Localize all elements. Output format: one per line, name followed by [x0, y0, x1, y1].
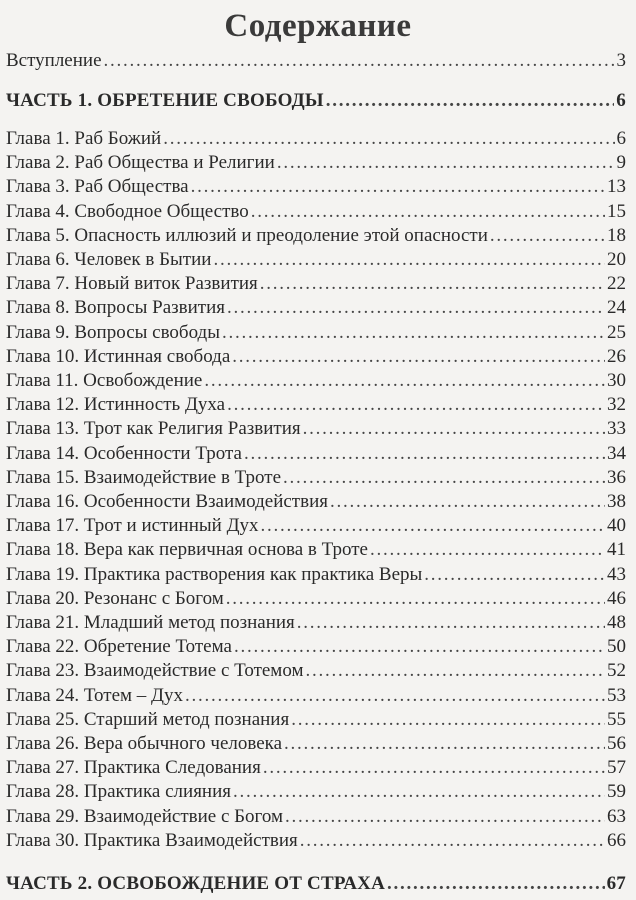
- dot-leader: [330, 490, 605, 514]
- dot-leader: [251, 200, 605, 224]
- toc-entry-label: Глава 9. Вопросы свободы: [6, 321, 220, 343]
- toc-entry-label: Глава 23. Взаимодействие с Тотемом: [6, 660, 304, 682]
- toc-chapter-entry[interactable]: [6, 780, 626, 804]
- toc-chapter-entry[interactable]: [6, 417, 626, 441]
- toc-part-page: 67: [606, 873, 626, 894]
- toc-chapter-entry[interactable]: [6, 127, 626, 151]
- toc-entry-label: Глава 2. Раб Общества и Религии: [6, 152, 275, 174]
- toc-entry-page: 20: [607, 249, 626, 270]
- toc-chapter-entry[interactable]: [6, 369, 626, 393]
- toc-part-label: ЧАСТЬ 2. ОСВОБОЖДЕНИЕ ОТ СТРАХА: [6, 873, 385, 894]
- toc-entry-label: Глава 13. Трот как Религия Развития: [6, 418, 301, 440]
- toc-entry-label: Глава 21. Младший метод познания: [6, 612, 295, 633]
- toc-entry-label: Глава 11. Освобождение: [6, 370, 203, 391]
- toc-entry-label: Глава 7. Новый виток Развития: [6, 273, 258, 295]
- toc-entry-label: Глава 3. Раб Общества: [6, 176, 189, 198]
- toc-entry-page: 22: [607, 273, 626, 295]
- toc-part-label: ЧАСТЬ 1. ОБРЕТЕНИЕ СВОБОДЫ: [6, 90, 324, 111]
- toc-entry-label: Глава 18. Вера как первичная основа в Троте: [6, 539, 368, 561]
- dot-leader: [227, 296, 605, 320]
- toc-chapter-entry[interactable]: [6, 466, 626, 490]
- toc-entry-label: Глава 5. Опасность иллюзий и преодоление этой опасности: [6, 224, 488, 246]
- toc-entry-page: 13: [607, 176, 626, 198]
- dot-leader: [306, 659, 606, 683]
- toc-entry-label: Глава 8. Вопросы Развития: [6, 297, 225, 319]
- toc-entry-page: 40: [607, 515, 626, 537]
- toc-chapter-entry[interactable]: [6, 345, 626, 369]
- toc-entry-label: Глава 1. Раб Божий: [6, 128, 162, 149]
- toc-entry-label: Глава 30. Практика Взаимодействия: [6, 829, 298, 851]
- toc-entry-page: 3: [616, 50, 626, 71]
- toc-chapter-entry[interactable]: [6, 708, 626, 732]
- toc-entry-page: 63: [607, 805, 626, 827]
- dot-leader: [222, 321, 605, 345]
- dot-leader: [285, 805, 605, 829]
- toc-entry-page: 52: [607, 660, 626, 682]
- dot-leader: [234, 635, 605, 659]
- toc-entry-page: 55: [607, 708, 626, 730]
- dot-leader: [370, 538, 605, 562]
- toc-entry-page: 26: [607, 345, 626, 367]
- toc-part-2[interactable]: [6, 872, 626, 896]
- toc-part-1[interactable]: [6, 89, 626, 113]
- toc-chapter-entry[interactable]: [6, 442, 626, 466]
- toc-entry-label: Глава 17. Трот и истинный Дух: [6, 515, 259, 537]
- toc-entry-label: Глава 14. Особенности Трота: [6, 442, 242, 464]
- toc-entry-page: 34: [607, 442, 626, 464]
- toc-entry-page: 25: [607, 321, 626, 343]
- toc-entry-page: 15: [607, 200, 626, 222]
- toc-entry-label: Глава 20. Резонанс с Богом: [6, 587, 224, 609]
- dot-leader: [261, 514, 605, 538]
- dot-leader: [277, 151, 615, 175]
- toc-entry-page: 53: [607, 684, 626, 706]
- toc-entry-page: 38: [607, 491, 626, 512]
- toc-entry-label: Глава 4. Свободное Общество: [6, 200, 249, 222]
- toc-entry-page: 18: [607, 224, 626, 246]
- toc-entry-label: Глава 15. Взаимодействие в Троте: [6, 466, 282, 488]
- toc-entry-label: Глава 27. Практика Следования: [6, 757, 261, 779]
- toc-chapter-entry[interactable]: [6, 272, 626, 296]
- toc-chapter-entry[interactable]: [6, 732, 626, 756]
- toc-chapter-entry[interactable]: [6, 684, 626, 708]
- dot-leader: [232, 345, 605, 369]
- toc-entry-page: 9: [616, 152, 626, 174]
- toc-entry-label: Глава 28. Практика слияния: [6, 781, 232, 803]
- toc-entry-page: 57: [607, 757, 626, 779]
- toc-entry-page: 41: [607, 539, 626, 561]
- toc-chapter-entry[interactable]: [6, 756, 626, 780]
- dot-leader: [191, 175, 605, 199]
- toc-entry-page: 59: [607, 781, 626, 803]
- toc-chapter-entry[interactable]: [6, 611, 626, 635]
- toc-entry-label: Глава 24. Тотем – Дух: [6, 684, 184, 706]
- toc-entry-page: 46: [607, 587, 626, 609]
- dot-leader: [284, 732, 605, 756]
- dot-leader: [185, 684, 605, 708]
- dot-leader: [303, 417, 605, 441]
- toc-entry-page: 36: [607, 466, 626, 488]
- dot-leader: [326, 89, 615, 113]
- toc-entry-label: Глава 6. Человек в Бытии: [6, 249, 212, 270]
- toc-chapter-entry[interactable]: [6, 151, 626, 175]
- dot-leader: [227, 393, 605, 417]
- dot-leader: [300, 829, 605, 853]
- dot-leader: [163, 127, 614, 151]
- dot-leader: [244, 442, 605, 466]
- toc-entry-label: Глава 19. Практика растворения как практика Веры: [6, 563, 423, 585]
- toc-entry-label: Глава 29. Взаимодействие с Богом: [6, 805, 284, 827]
- dot-leader: [260, 272, 605, 296]
- dot-leader: [283, 466, 605, 490]
- toc-entry-page: 43: [607, 563, 626, 585]
- dot-leader: [424, 563, 605, 587]
- dot-leader: [387, 872, 605, 896]
- toc-entry-label: Глава 10. Истинная свобода: [6, 345, 231, 367]
- dot-leader: [104, 49, 615, 73]
- toc-entry-page: 56: [607, 733, 626, 754]
- toc-entry-page: 32: [607, 394, 626, 416]
- toc-chapter-entry[interactable]: [6, 587, 626, 611]
- toc-entry-page: 6: [616, 128, 626, 149]
- toc-chapter-entry[interactable]: [6, 538, 626, 562]
- toc-entry-label: Вступление: [6, 50, 102, 71]
- toc-entry-label: Глава 16. Особенности Взаимодействия: [6, 491, 328, 512]
- toc-entry-page: 33: [607, 418, 626, 440]
- dot-leader: [291, 708, 605, 732]
- toc-entry-page: 30: [607, 370, 626, 391]
- dot-leader: [233, 780, 605, 804]
- toc-chapter-entry[interactable]: [6, 224, 626, 248]
- toc-chapter-entry[interactable]: [6, 805, 626, 829]
- toc-chapter-entry[interactable]: [6, 635, 626, 659]
- dot-leader: [204, 369, 605, 393]
- toc-chapter-entry[interactable]: [6, 200, 626, 224]
- toc-entry-page: 48: [607, 612, 626, 633]
- toc-chapter-entry[interactable]: [6, 321, 626, 345]
- dot-leader: [490, 224, 605, 248]
- toc-chapter-entry[interactable]: [6, 490, 626, 514]
- toc-chapter-entry[interactable]: [6, 175, 626, 199]
- dot-leader: [226, 587, 605, 611]
- toc-entry-label: Глава 26. Вера обычного человека: [6, 733, 283, 754]
- dot-leader: [213, 248, 605, 272]
- toc-entry-page: 50: [607, 636, 626, 658]
- toc-chapter-entry[interactable]: [6, 514, 626, 538]
- toc-entry-page: 24: [607, 297, 626, 319]
- toc-chapter-entry[interactable]: [6, 829, 626, 853]
- toc-chapter-entry[interactable]: [6, 563, 626, 587]
- toc-part-page: 6: [616, 90, 626, 111]
- toc-entry-label: Глава 25. Старший метод познания: [6, 708, 290, 730]
- toc-chapter-entry[interactable]: [6, 659, 626, 683]
- toc-entry-intro[interactable]: [6, 49, 626, 73]
- toc-entry-label: Глава 22. Обретение Тотема: [6, 636, 232, 658]
- dot-leader: [263, 756, 605, 780]
- toc-entry-label: Глава 12. Истинность Духа: [6, 394, 226, 416]
- dot-leader: [297, 611, 605, 635]
- toc-entry-page: 66: [607, 829, 626, 851]
- toc-chapter-entry[interactable]: [6, 296, 626, 320]
- page-title: Содержание: [224, 8, 412, 44]
- toc-chapter-entry[interactable]: [6, 248, 626, 272]
- toc-chapter-entry[interactable]: [6, 393, 626, 417]
